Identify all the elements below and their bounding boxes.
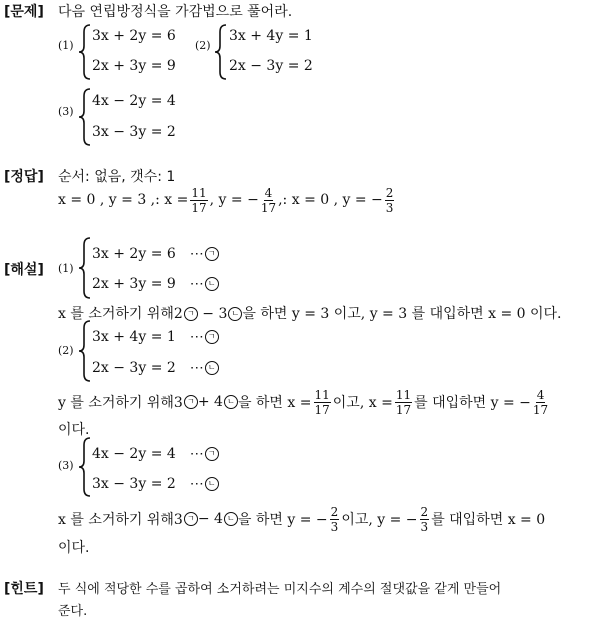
answer-line1: 순서: 없음, 갯수: 1 [58,169,176,185]
text: x 를 소거하기 위해3 [58,512,183,528]
problem-2-eq2: 2x − 3y = 2 [229,58,313,74]
brace-icon [78,437,92,497]
brace-icon [78,237,92,299]
circled-label: ㄴ [224,512,238,526]
solution-3-number: (3) [58,459,74,472]
circled-label: ㄱ [184,395,198,409]
solution-2-explanation [58,384,550,420]
problem-3-eq1: 4x − 2y = 4 [92,93,176,109]
text: 이고, y = − [341,512,418,528]
solution-3-explanation [58,501,545,537]
solution-1-explanation [58,303,562,323]
fraction [330,505,340,534]
dots: ⋯ [189,276,204,292]
dots: ⋯ [189,446,204,462]
problem-1-eq1: 3x + 2y = 6 [92,28,176,44]
circled-label: ㄱ [184,307,198,321]
equation: 3x − 3y = 2 [92,476,176,492]
answer-part-a: x = 0 , y = 3 ,: x = [58,192,189,208]
circled-label: ㄴ [205,277,219,291]
problem-2-number: (2) [195,39,211,52]
numerator: 4 [536,387,545,402]
text: 이고, x = [332,395,393,411]
solution-1-eq2 [92,276,219,292]
answer-tag: [정답] [4,169,44,185]
text: 을 하면 x = [237,395,312,411]
fraction [420,505,430,534]
numerator: 2 [420,504,429,519]
dots: ⋯ [189,360,204,376]
numerator: 11 [314,387,330,402]
fraction [190,186,207,215]
problem-2-eq1: 3x + 4y = 1 [229,28,313,44]
brace-icon [214,24,228,80]
text: 을 하면 y = − [237,512,328,528]
hint-line1: 두 식에 적당한 수를 곱하여 소거하려는 미지수의 계수의 절댓값을 같게 만들어 [58,582,502,597]
numerator: 2 [385,185,394,200]
problem-1-number: (1) [58,39,74,52]
circled-label: ㄴ [228,307,242,321]
problem-tag: [문제] [4,4,44,20]
denominator: 17 [260,200,277,215]
solution-3-eq2 [92,476,219,492]
circled-label: ㄱ [184,512,198,526]
solution-2-eq2 [92,360,219,376]
problem-1-eq2: 2x + 3y = 9 [92,58,176,74]
denominator: 17 [395,402,412,417]
solution-1-number: (1) [58,262,74,275]
denominator: 17 [532,402,549,417]
denominator: 3 [420,519,429,534]
fraction [533,388,548,417]
text: y 를 소거하기 위해3 [58,395,183,411]
equation: 4x − 2y = 4 [92,446,176,462]
text: + 4 [197,394,223,410]
fraction [385,186,395,215]
circled-label: ㄴ [224,395,238,409]
numerator: 11 [191,185,207,200]
solution-2-end: 이다. [58,422,90,438]
problem-3-number: (3) [58,105,74,118]
hint-line2: 준다. [58,604,88,619]
denominator: 3 [330,519,339,534]
equation: 2x − 3y = 2 [92,360,176,376]
solution-3-end: 이다. [58,540,90,556]
brace-icon [78,88,92,146]
text: 를 대입하면 x = 0 [431,512,546,528]
numerator: 11 [395,387,412,402]
solution-2-eq1 [92,329,219,345]
circled-label: ㄱ [205,247,219,261]
text: − 4 [197,511,223,527]
problem-instruction: 다음 연립방정식을 가감법으로 풀어라. [58,4,293,20]
fraction [314,388,331,417]
numerator: 2 [330,504,339,519]
circled-label: ㄱ [205,330,219,344]
solution-1-eq1 [92,246,219,262]
equation: 2x + 3y = 9 [92,276,176,292]
answer-part-b: , y = − [209,192,259,208]
text: x 를 소거하기 위해2 [58,306,183,322]
answer-part-c: ,: x = 0 , y = − [278,192,383,208]
circled-label: ㄴ [205,361,219,375]
fraction [395,388,412,417]
circled-label: ㄱ [205,447,219,461]
denominator: 17 [191,200,207,215]
dots: ⋯ [189,476,204,492]
dots: ⋯ [189,246,204,262]
circled-label: ㄴ [205,477,219,491]
solution-tag: [해설] [4,262,44,278]
text: − 3 [197,306,228,322]
solution-3-eq1 [92,446,219,462]
denominator: 17 [314,402,330,417]
dots: ⋯ [189,329,204,345]
brace-icon [78,24,92,80]
problem-3-eq2: 3x − 3y = 2 [92,124,176,140]
hint-tag: [힌트] [4,581,44,597]
numerator: 4 [264,185,273,200]
brace-icon [78,320,92,382]
text: 를 대입하면 y = − [414,395,531,411]
text: 을 하면 y = 3 이고, y = 3 를 대입하면 x = 0 이다. [242,306,562,322]
equation: 3x + 2y = 6 [92,246,176,262]
answer-line2 [58,182,396,218]
denominator: 3 [385,200,394,215]
solution-2-number: (2) [58,344,74,357]
fraction [261,186,276,215]
equation: 3x + 4y = 1 [92,329,176,345]
